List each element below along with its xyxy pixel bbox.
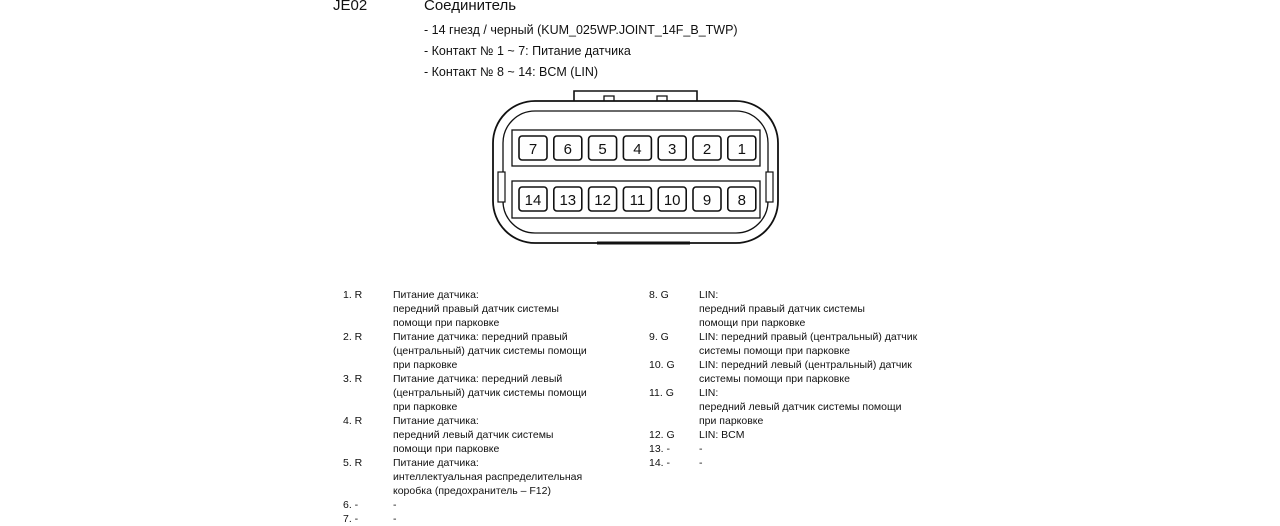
pin-entry-number: 14. - [649, 457, 671, 469]
pin-number: 2 [702, 141, 712, 158]
pin-entry-number: 8. G [649, 289, 669, 301]
pin-description-line: передний правый датчик системы [393, 303, 559, 315]
pin-description-line: - [393, 499, 397, 511]
pin-description-line: LIN: передний правый (центральный) датчик [699, 331, 918, 343]
pin-entry-number: 6. - [343, 499, 359, 511]
pin-entry [343, 414, 587, 456]
pin-description-line: Питание датчика: передний правый [393, 331, 568, 343]
pin-entry [649, 358, 917, 386]
pin-list-left [343, 288, 587, 526]
pin-entry-number: 12. G [649, 429, 675, 441]
pin-entry-number: 11. G [649, 387, 674, 399]
pin-entry-number: 1. R [343, 289, 363, 301]
pin-description-line: помощи при парковке [699, 317, 806, 329]
pin-number: 12 [594, 192, 611, 209]
pin-description-line: LIN: передний левый (центральный) датчик [699, 359, 912, 371]
pin-entry [649, 442, 917, 456]
pin-entry-description [699, 386, 901, 428]
pin-description-line: помощи при парковке [393, 443, 500, 455]
pin-entry [649, 428, 917, 442]
pin-description-line: LIN: BCM [699, 429, 745, 441]
pin-entry-number: 7. - [343, 513, 359, 525]
pin-number: 9 [702, 192, 712, 209]
connector-housing [493, 101, 778, 243]
pin-number: 13 [559, 192, 577, 209]
spec-line: - Контакт № 8 ~ 14: BCM (LIN) [424, 65, 599, 79]
pin-description-line: интеллектуальная распределительная [393, 471, 583, 483]
pin-number: 14 [524, 192, 542, 209]
pin-number: 3 [668, 141, 677, 158]
pin-description-line: помощи при парковке [393, 317, 500, 329]
pin-entry-description [699, 288, 865, 330]
pin-entry [343, 456, 587, 498]
pin-description-line: коробка (предохранитель – F12) [393, 485, 551, 497]
pin-entry-number: 9. G [649, 331, 669, 343]
pin-description-line: при парковке [393, 359, 458, 371]
pin-entry [343, 330, 587, 372]
pin-entry [649, 330, 917, 358]
pin-entry [343, 372, 587, 414]
pin-entry-description [393, 512, 397, 526]
pin-entry [343, 288, 587, 330]
pin-number: 8 [737, 192, 746, 209]
connector-latch [574, 91, 697, 101]
pin-description-line: системы помощи при парковке [699, 345, 850, 357]
pin-entry [649, 288, 917, 330]
pin-entry-number: 10. G [649, 359, 675, 371]
pin-list-right [649, 288, 917, 470]
pin-entry-description [699, 358, 912, 386]
pin-entry-number: 4. R [343, 415, 363, 427]
pin-entry-number: 5. R [343, 457, 363, 469]
pin-description-line: передний правый датчик системы [699, 303, 865, 315]
spec-line: - Контакт № 1 ~ 7: Питание датчика [424, 44, 631, 58]
pin-description-line: LIN: [699, 387, 719, 399]
pin-description-line: LIN: [699, 289, 719, 301]
pin-entry-description [393, 414, 553, 456]
pin-description-line: - [393, 513, 397, 525]
pin-entry-number: 2. R [343, 331, 363, 343]
pin-description-line: Питание датчика: [393, 289, 479, 301]
pin-description-line: Питание датчика: [393, 415, 479, 427]
pin-description-line: передний левый датчик системы [393, 429, 554, 441]
pin-description-line: (центральный) датчик системы помощи [393, 345, 587, 357]
pin-number: 4 [633, 141, 642, 158]
pin-description-line: системы помощи при парковке [699, 373, 850, 385]
pin-entry-description [393, 498, 397, 512]
spec-line: - 14 гнезд / черный (KUM_025WP.JOINT_14F_B_TWP) [424, 23, 738, 37]
pin-description-line: при парковке [393, 401, 458, 413]
pin-number: 1 [737, 141, 746, 158]
pin-description-line: Питание датчика: передний левый [393, 373, 563, 385]
pin-entry-description [393, 330, 587, 372]
pin-description-line: (центральный) датчик системы помощи [393, 387, 587, 399]
pin-entry-description [393, 288, 559, 330]
pin-description-line: - [699, 443, 703, 455]
pin-number: 11 [629, 192, 646, 209]
pin-entry-description [699, 442, 703, 456]
pin-number: 7 [528, 141, 538, 158]
pin-entry-description [699, 330, 917, 358]
pin-entry-description [393, 372, 587, 414]
connector-title: Соединитель [424, 0, 517, 14]
pin-entry-description [699, 456, 703, 470]
pin-number: 10 [663, 192, 681, 209]
pin-entry-number: 3. R [343, 373, 363, 385]
pin-description-line: при парковке [699, 415, 764, 427]
pin-entry-number: 13. - [649, 443, 671, 455]
pin-entry [649, 456, 917, 470]
pin-description-line: передний левый датчик системы помощи [699, 401, 902, 413]
pin-description-line: - [699, 457, 703, 469]
pin-description-line: Питание датчика: [393, 457, 479, 469]
pin-entry-description [393, 456, 582, 498]
pin-entry [649, 386, 917, 428]
pin-number: 6 [563, 141, 572, 158]
pin-entry [343, 498, 587, 512]
connector-code: JE02 [333, 0, 368, 14]
pin-entry [343, 512, 587, 526]
pin-number: 5 [598, 141, 607, 158]
pin-entry-description [699, 428, 745, 442]
